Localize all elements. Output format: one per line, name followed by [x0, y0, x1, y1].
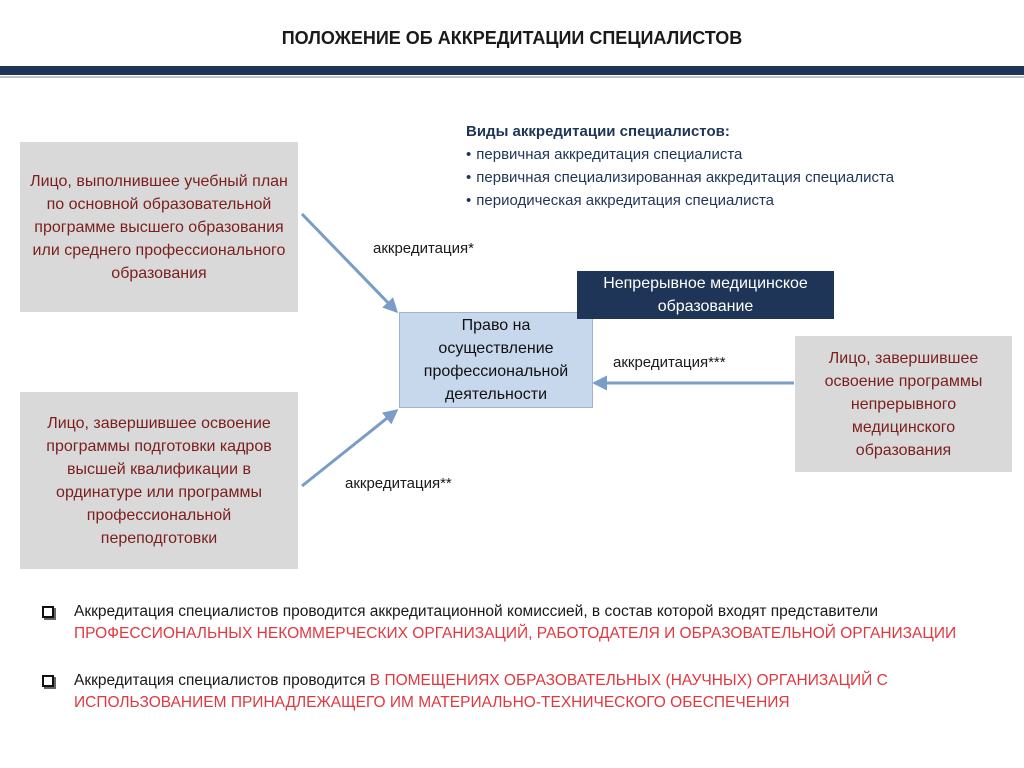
box-cme-graduate	[795, 336, 1012, 472]
note-commission	[40, 601, 1000, 645]
page-title: ПОЛОЖЕНИЕ ОБ АККРЕДИТАЦИИ СПЕЦИАЛИСТОВ	[281, 28, 743, 48]
box-higher-education-graduate	[20, 142, 298, 312]
accreditation-type-item: • периодическая аккредитация специалиста	[466, 189, 894, 212]
box-residency-graduate-text: Лицо, завершившее освоение программы подготовки кадров высшей квалификации в ординатуре или программы профессиональной переподготовки	[46, 414, 272, 547]
checkbox-bullet-icon	[42, 606, 54, 618]
note-commission-highlight: ПРОФЕССИОНАЛЬНЫХ НЕКОММЕРЧЕСКИХ ОРГАНИЗАЦИЙ, РАБОТОДАТЕЛЯ И ОБРАЗОВАТЕЛЬНОЙ ОРГАНИЗАЦИИ	[74, 625, 957, 642]
note-premises-highlight: В ПОМЕЩЕНИЯХ ОБРАЗОВАТЕЛЬНЫХ (НАУЧНЫХ) ОРГАНИЗАЦИЙ С ИСПОЛЬЗОВАНИЕМ ПРИНАДЛЕЖАЩЕГО ИМ МАТЕРИАЛЬНО-ТЕХНИЧЕСКОГО ОБЕСПЕЧЕНИЯ	[74, 672, 888, 711]
box-higher-education-graduate-text: Лицо, выполнившее учебный план по основной образовательной программе высшего образования или среднего профессионального образования	[30, 172, 288, 282]
accreditation-type-item: • первичная аккредитация специалиста	[466, 143, 894, 166]
box-continuing-education	[577, 271, 834, 319]
box-professional-right-text: Право на осуществление профессиональной деятельности	[423, 317, 569, 403]
accreditation-label-periodic: аккредитация***	[613, 354, 726, 371]
notes-second	[40, 670, 1000, 714]
box-professional-right	[399, 312, 593, 408]
note-premises	[40, 670, 1000, 714]
notes	[40, 601, 1000, 645]
checkbox-bullet-icon	[42, 675, 54, 687]
accreditation-type-item: • первичная специализированная аккредитация специалиста	[466, 166, 894, 189]
box-cme-graduate-text: Лицо, завершившее освоение программы непрерывного медицинского образования	[824, 349, 983, 459]
accreditation-types-heading: Виды аккредитации специалистов:	[466, 123, 730, 140]
box-residency-graduate	[20, 392, 298, 569]
box-continuing-education-text: Непрерывное медицинское образование	[603, 275, 808, 315]
accreditation-label-specialized: аккредитация**	[345, 475, 452, 492]
arrow-top-left	[302, 214, 396, 311]
note-premises-text: Аккредитация специалистов проводится	[74, 672, 370, 689]
accreditation-label-primary: аккредитация*	[373, 240, 474, 257]
note-commission-text: Аккредитация специалистов проводится аккредитационной комиссией, в состав которой входят представители	[74, 603, 879, 620]
